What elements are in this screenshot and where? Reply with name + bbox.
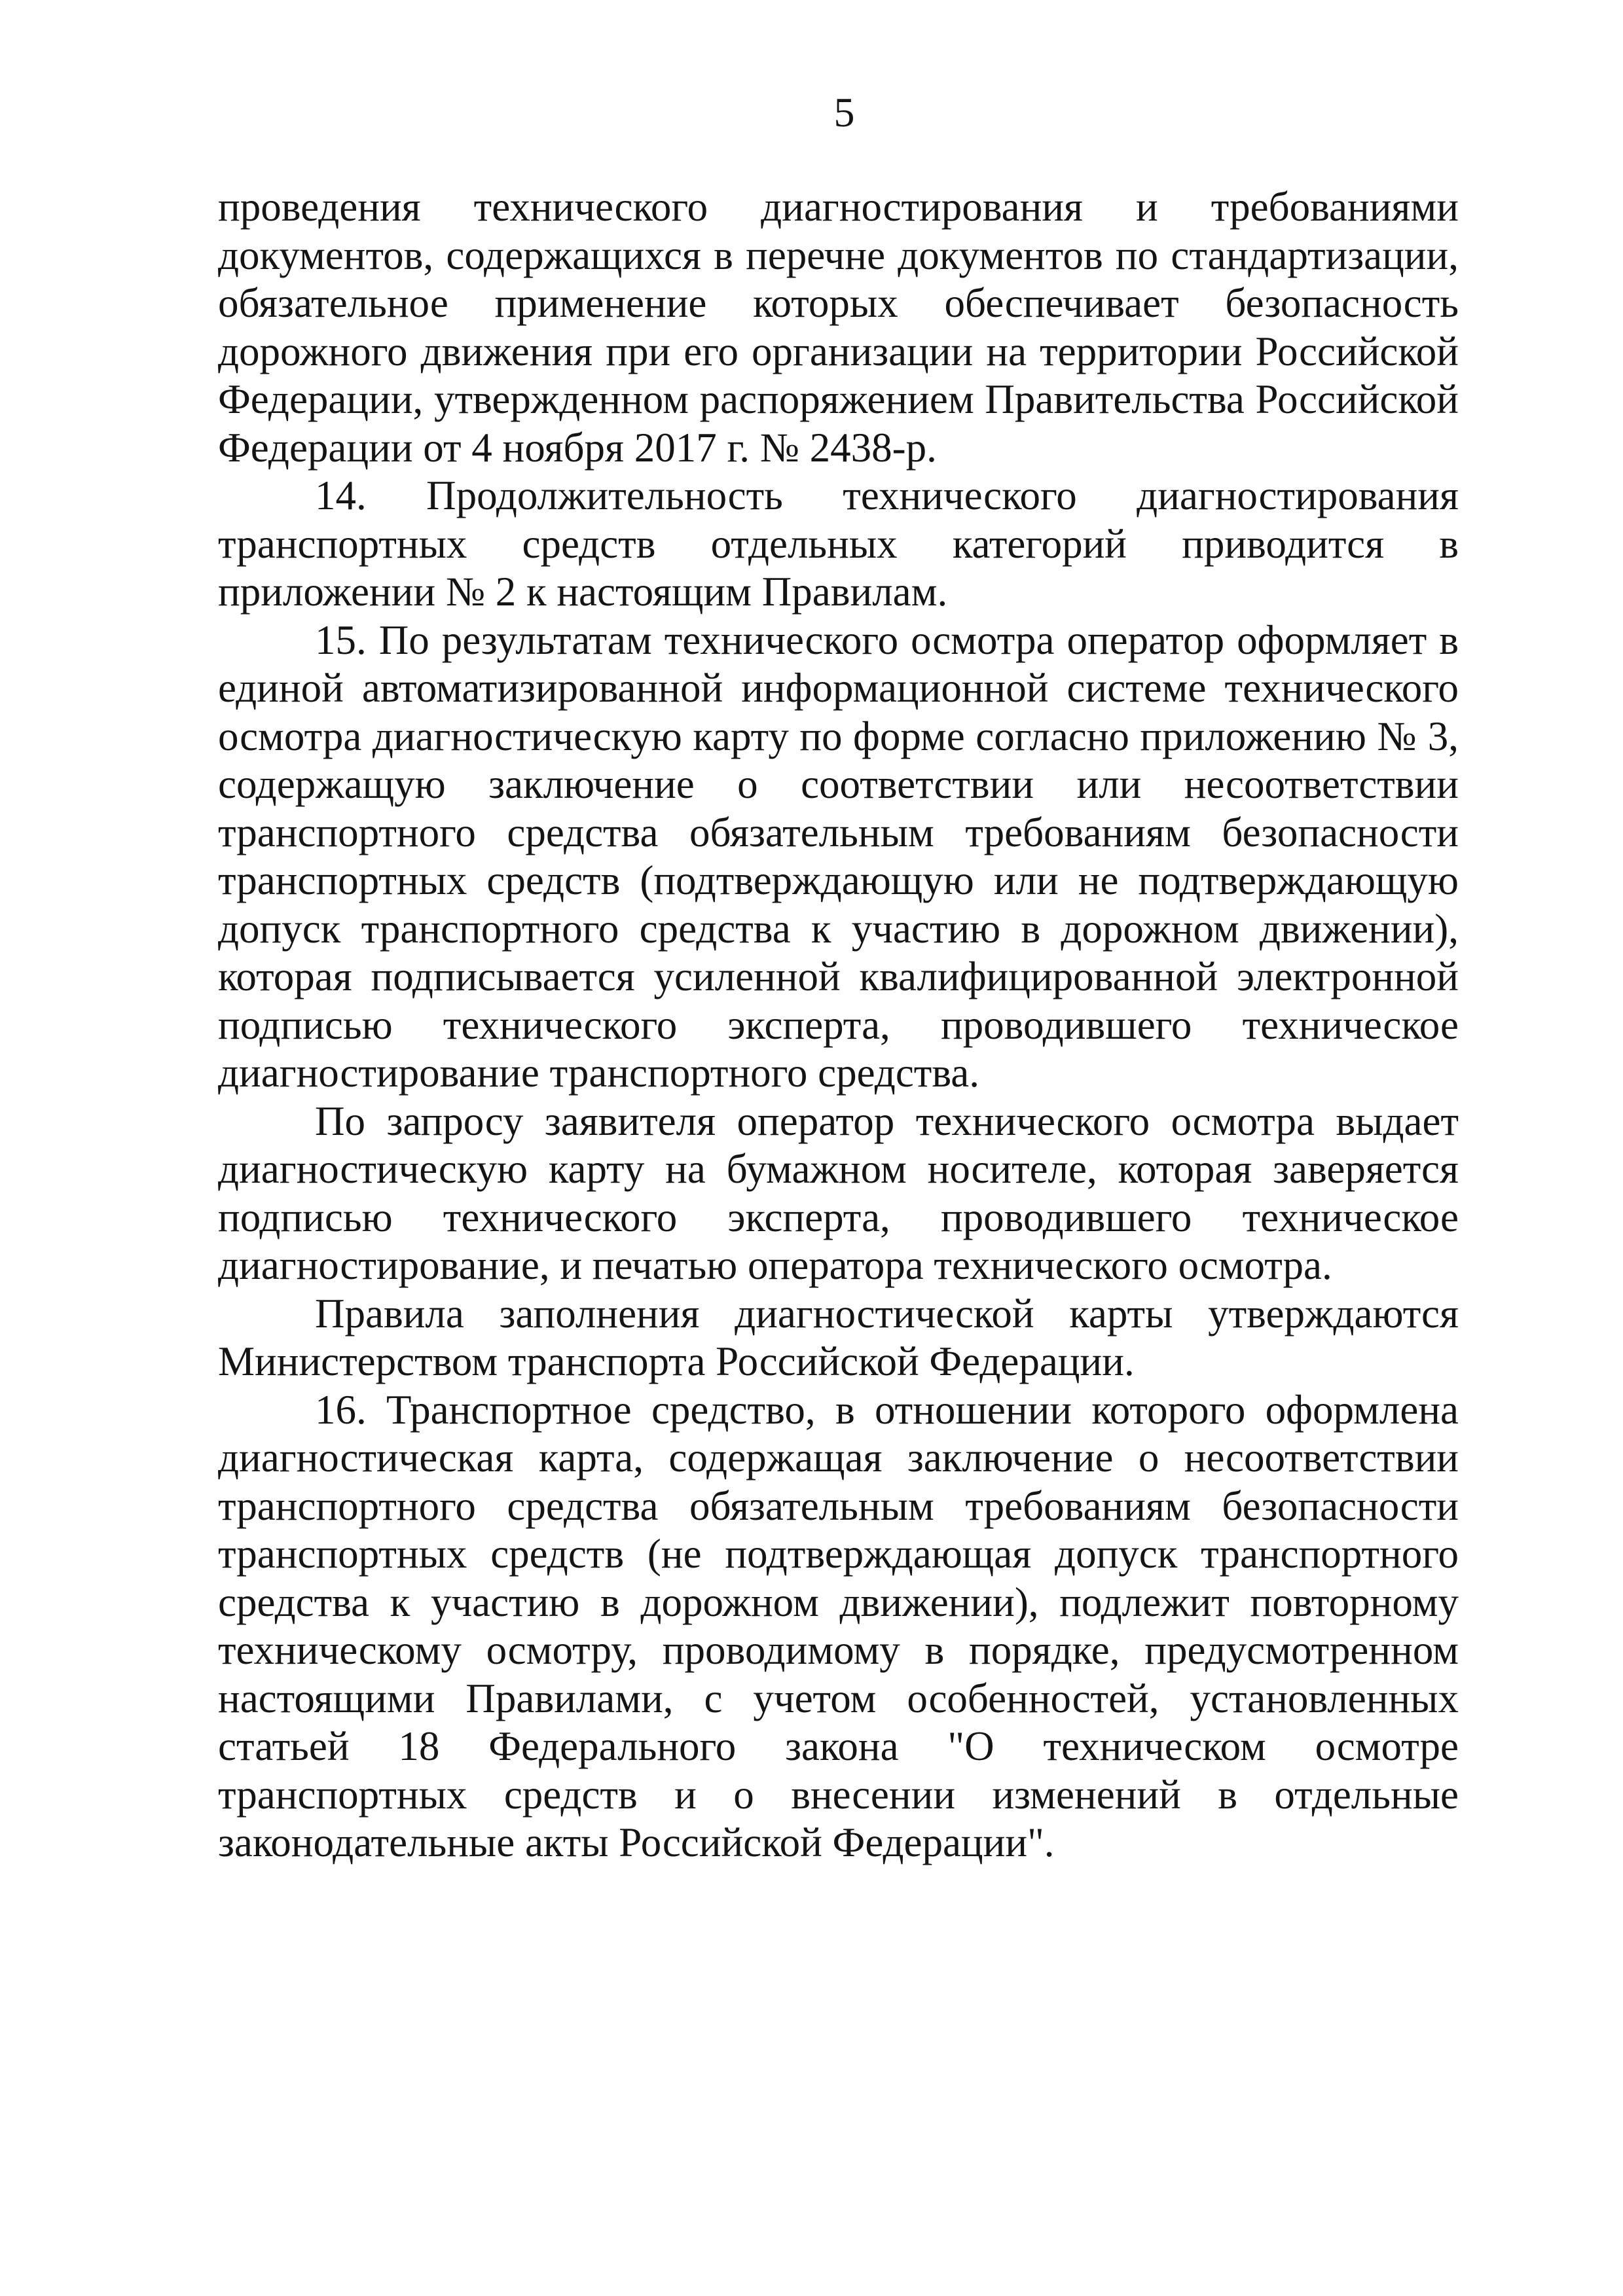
paragraph-request: По запросу заявителя оператор технического осмотра выдает диагностическую карту на бумажном носителе, которая заверяется подписью технического эксперта, проводившего техническое диагностирование, и печатью оператора технического осмотра. <box>218 1098 1459 1288</box>
paragraph-continuation: проведения технического диагностирования и требованиями документов, содержащихся в перечне документов по стандартизации, обязательное применение которых обеспечивает безопасность дорожного движения при его организации на территории Российской Федерации, утвержденном распоряжением Правительства Российской Федерации от 4 ноября 2017 г. № 2438-р. <box>218 184 1459 471</box>
document-body <box>218 183 1459 1867</box>
paragraph-item-14: 14. Продолжительность технического диагностирования транспортных средств отдельных категорий приводится в приложении № 2 к настоящим Правилам. <box>218 473 1459 615</box>
paragraph-item-15: 15. По результатам технического осмотра оператор оформляет в единой автоматизированной информационной системе технического осмотра диагностическую карту по форме согласно приложению № 3, содержащую заключение о соответствии или несоответствии транспортного средства обязательным требованиям безопасности транспортных средств (подтверждающую или не подтверждающую допуск транспортного средства к участию в дорожном движении), которая подписывается усиленной квалифицированной электронной подписью технического эксперта, проводившего техническое диагностирование транспортного средства. <box>218 617 1459 1096</box>
paragraph-item-16: 16. Транспортное средство, в отношении которого оформлена диагностическая карта, содержащая заключение о несоответствии транспортного средства обязательным требованиям безопасности транспортных средств (не подтверждающая допуск транспортного средства к участию в дорожном движении), подлежит повторному техническому осмотру, проводимому в порядке, предусмотренном настоящими Правилами, с учетом особенностей, установленных статьей 18 Федерального закона "О техническом осмотре транспортных средств и о внесении изменений в отдельные законодательные акты Российской Федерации". <box>218 1386 1459 1865</box>
page-number: 5 <box>833 89 855 135</box>
paragraph-rules: Правила заполнения диагностической карты утверждаются Министерством транспорта Российской Федерации. <box>218 1290 1459 1384</box>
